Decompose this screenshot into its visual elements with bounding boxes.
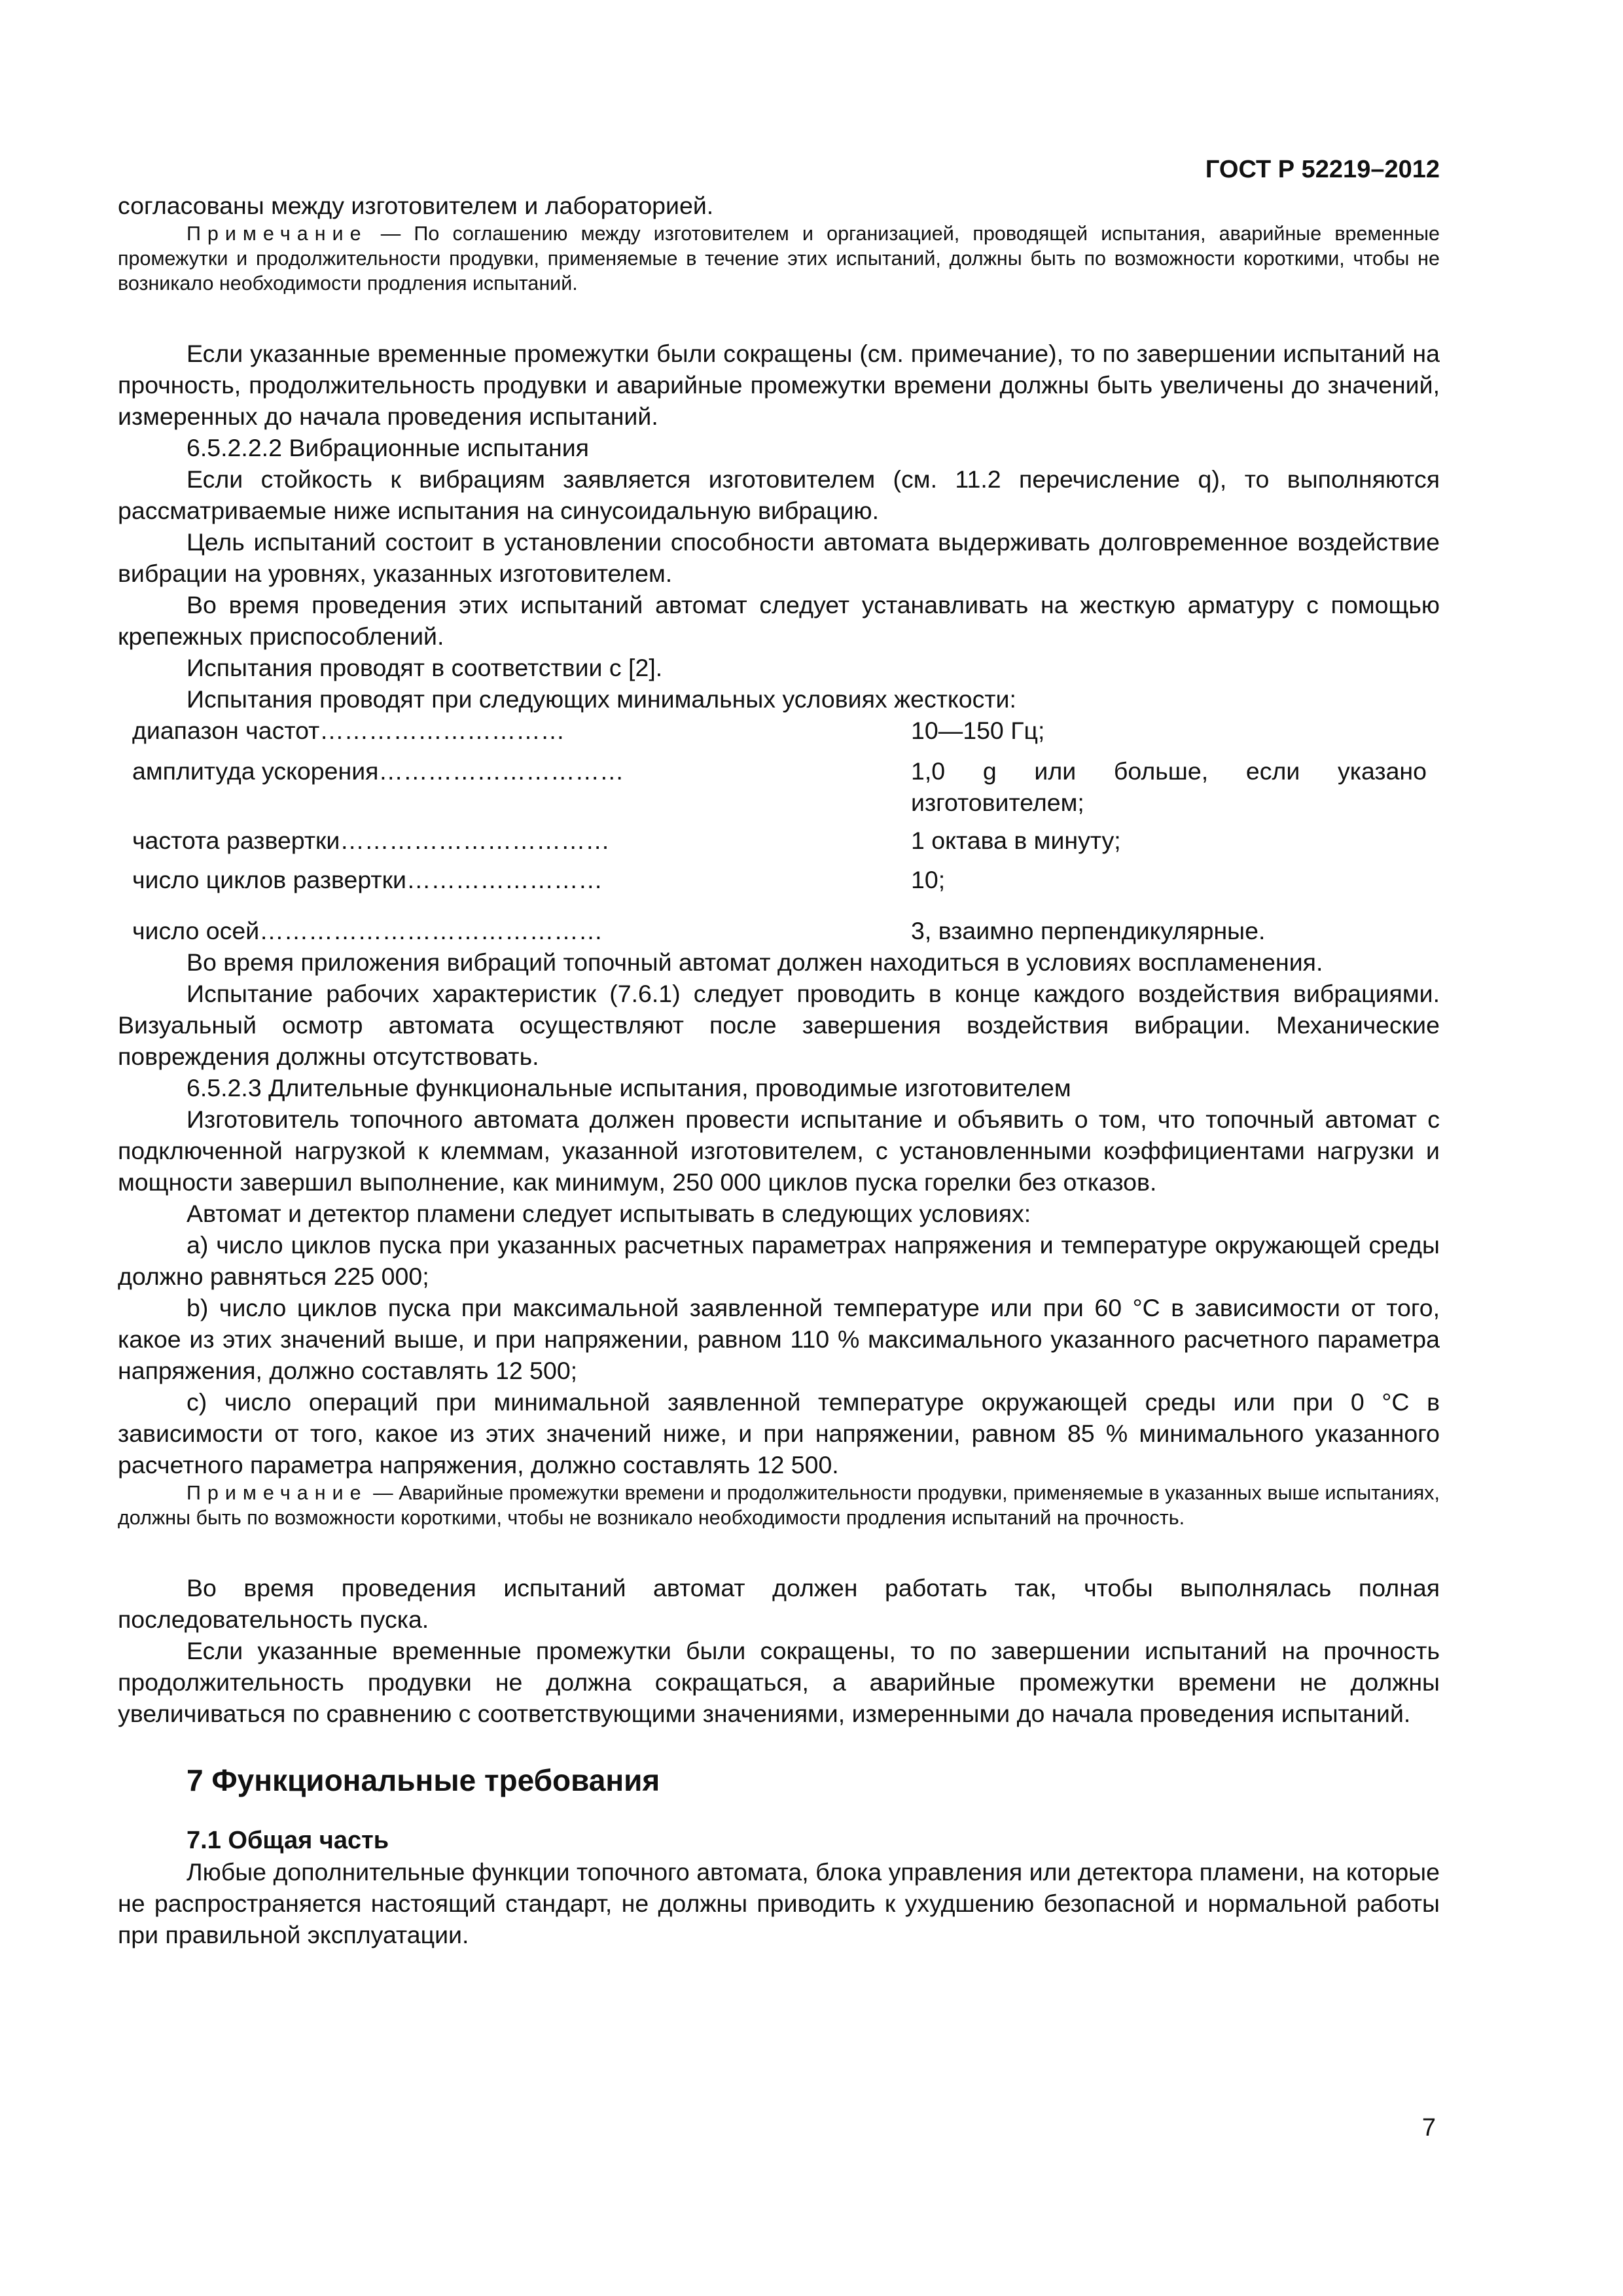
paragraph-continuation: согласованы между изготовителем и лабораторией. [118, 192, 714, 219]
paragraph: Любые дополнительные функции топочного автомата, блока управления или детектора пламени, на которые не распространяется настоящий стандарт, не должны приводить к ухудшению безопасной и нормальной работы при правильной эксплуатации. [118, 1858, 1440, 1948]
table-row [118, 715, 1440, 755]
paragraph: Если указанные временные промежутки были сокращены, то по завершении испытаний на прочность продолжительность продувки не должна сокращаться, а аварийные промежутки времени не должны увеличиваться по сравнению с соответствующими значениями, измеренными до начала проведения испытаний. [118, 1637, 1440, 1727]
test-conditions-table [118, 715, 1440, 946]
param-value: 10; [911, 866, 946, 893]
table-row [118, 915, 1440, 946]
paragraph: Во время приложения вибраций топочный автомат должен находиться в условиях воспламенения. [187, 948, 1323, 976]
param-key: амплитуда ускорения………………………… [132, 757, 624, 785]
paragraph: Во время проведения этих испытаний автомат следует устанавливать на жесткую арматуру с помощью крепежных приспособлений. [118, 591, 1440, 650]
paragraph: Испытание рабочих характеристик (7.6.1) следует проводить в конце каждого воздействия вибрациями. Визуальный осмотр автомата осуществляют после завершения воздействия вибрации. Механические повреждения должны отсутствовать. [118, 980, 1440, 1070]
note-1-text: — По соглашению между изготовителем и организацией, проводящей испытания, аварийные временные промежутки и продолжительности продувки, применяемые в течение этих испытаний, должны быть по возможности короткими, чтобы не возникало необходимости продления испытаний. [118, 223, 1440, 295]
paragraph: Если указанные временные промежутки были сокращены (см. примечание), то по завершении испытаний на прочность, продолжительность продувки и аварийные промежутки времени должны быть увеличены до значений, измеренных до начала проведения испытаний. [118, 340, 1440, 430]
paragraph: Во время проведения испытаний автомат должен работать так, чтобы выполнялась полная последовательность пуска. [118, 1574, 1440, 1633]
paragraph: Автомат и детектор пламени следует испытывать в следующих условиях: [187, 1200, 1031, 1227]
note-1-label: Примечание [187, 223, 368, 245]
section-heading-7: 7 Функциональные требования [187, 1763, 660, 1797]
note-2 [118, 1480, 1440, 1530]
note-1 [118, 221, 1440, 296]
param-key: диапазон частот………………………… [132, 717, 565, 744]
note-2-label: Примечание [187, 1482, 368, 1504]
param-value: 1,0 g или больше, если указано изготовителем; [911, 757, 1427, 816]
spacer [118, 296, 1440, 338]
page-number: 7 [1421, 2114, 1436, 2142]
section-heading-6-5-2-3: 6.5.2.3 Длительные функциональные испытания, проводимые изготовителем [187, 1074, 1071, 1102]
paragraph: Изготовитель топочного автомата должен провести испытание и объявить о том, что топочный автомат с подключенной нагрузкой к клеммам, указанной изготовителем, с установленными коэффициентами нагрузки и мощности завершил выполнение, как минимум, 250 000 циклов пуска горелки без отказов. [118, 1105, 1440, 1196]
paragraph: Испытания проводят в соответствии с [2]. [187, 654, 663, 681]
param-key: частота развертки…………………………… [132, 827, 610, 854]
param-value: 1 октава в минуту; [911, 827, 1121, 854]
param-value: 10—150 Гц; [911, 717, 1045, 744]
document-header-standard-id: ГОСТ Р 52219–2012 [1205, 156, 1440, 183]
note-2-text: — Аварийные промежутки времени и продолжительности продувки, применяемые в указанных выше испытаниях, должны быть по возможности короткими, чтобы не возникало необходимости продления испытаний на прочность. [118, 1482, 1440, 1529]
paragraph: Если стойкость к вибрациям заявляется изготовителем (см. 11.2 перечисление q), то выполняются рассматриваемые ниже испытания на синусоидальную вибрацию. [118, 465, 1440, 524]
table-row [118, 864, 1440, 915]
section-heading-7-1: 7.1 Общая часть [187, 1827, 389, 1854]
param-key: число циклов развертки…………………… [132, 866, 603, 893]
param-key: число осей…………………………………… [132, 917, 603, 944]
section-heading-6-5-2-2-2: 6.5.2.2.2 Вибрационные испытания [187, 434, 589, 461]
table-row [118, 825, 1440, 864]
list-item-a: а) число циклов пуска при указанных расчетных параметрах напряжения и температуре окружающей среды должно равняться 225 000; [118, 1231, 1440, 1290]
param-value: 3, взаимно перпендикулярные. [911, 917, 1266, 944]
document-page [118, 0, 1440, 2296]
document-body [118, 190, 1440, 1950]
list-item-c: с) число операций при минимальной заявленной температуре окружающей среды или при 0 °С в зависимости от того, какое из этих значений ниже, и при напряжении, равном 85 % минимального указанного расчетного параметра напряжения, должно составлять 12 500. [118, 1388, 1440, 1479]
paragraph: Цель испытаний состоит в установлении способности автомата выдерживать долговременное воздействие вибрации на уровнях, указанных изготовителем. [118, 528, 1440, 587]
spacer [118, 1530, 1440, 1572]
paragraph: Испытания проводят при следующих минимальных условиях жесткости: [187, 685, 1016, 713]
list-item-b: b) число циклов пуска при максимальной заявленной температуре или при 60 °С в зависимости от того, какое из этих значений выше, и при напряжении, равном 110 % максимального указанного расчетного параметра напряжения, должно составлять 12 500; [118, 1294, 1440, 1384]
table-row [118, 755, 1440, 825]
